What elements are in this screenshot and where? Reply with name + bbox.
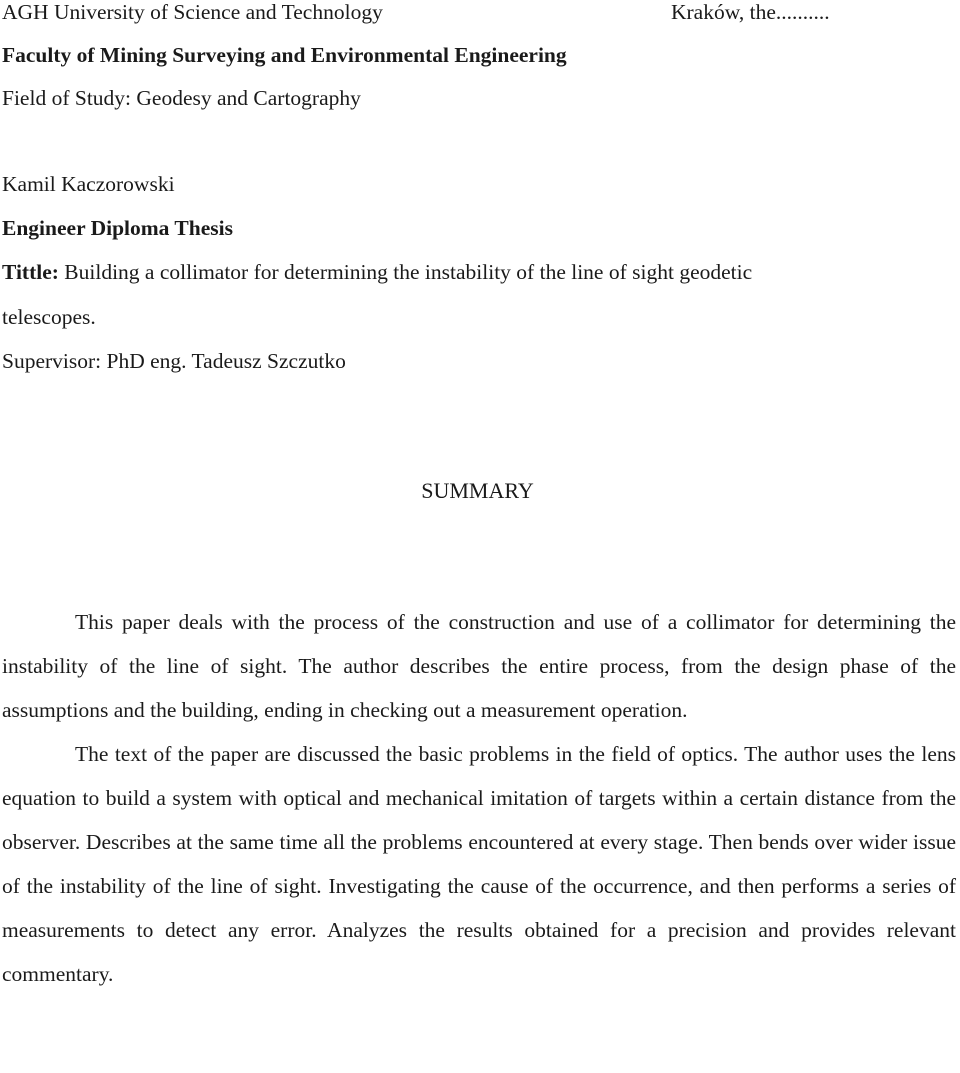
thesis-title (2, 250, 752, 294)
university-name: AGH University of Science and Technology (2, 0, 383, 24)
title-label: Tittle: (2, 260, 59, 284)
summary-body (2, 600, 956, 996)
field-of-study: Field of Study: Geodesy and Cartography (2, 86, 361, 110)
faculty-name: Faculty of Mining Surveying and Environmental Engineering (2, 43, 567, 67)
author-name: Kamil Kaczorowski (2, 172, 175, 196)
supervisor: Supervisor: PhD eng. Tadeusz Szczutko (2, 349, 346, 373)
place-date: Kraków, the.......... (671, 0, 830, 24)
title-text: Building a collimator for determining the instability of the line of sight geodetic (58, 260, 753, 284)
summary-heading: SUMMARY (421, 478, 534, 503)
thesis-title-continued: telescopes. (2, 305, 96, 329)
summary-paragraph-1: This paper deals with the process of the construction and use of a collimator for determining the instability of the line of sight. The author describes the entire process, from the design phase of the assumptions and the building, ending in checking out a measurement operation. (2, 610, 956, 722)
thesis-type: Engineer Diploma Thesis (2, 216, 233, 240)
header-row (2, 0, 957, 34)
summary-paragraph-2: The text of the paper are discussed the basic problems in the field of optics. The author uses the lens equation to build a system with optical and mechanical imitation of targets within a certain distance from the observer. Describes at the same time all the problems encountered at every stage. Then bends over wider issue of the instability of the line of sight. Investigating the cause of the occurrence, and then performs a series of measurements to detect any error. Analyzes the results obtained for a precision and provides relevant commentary. (2, 742, 956, 986)
